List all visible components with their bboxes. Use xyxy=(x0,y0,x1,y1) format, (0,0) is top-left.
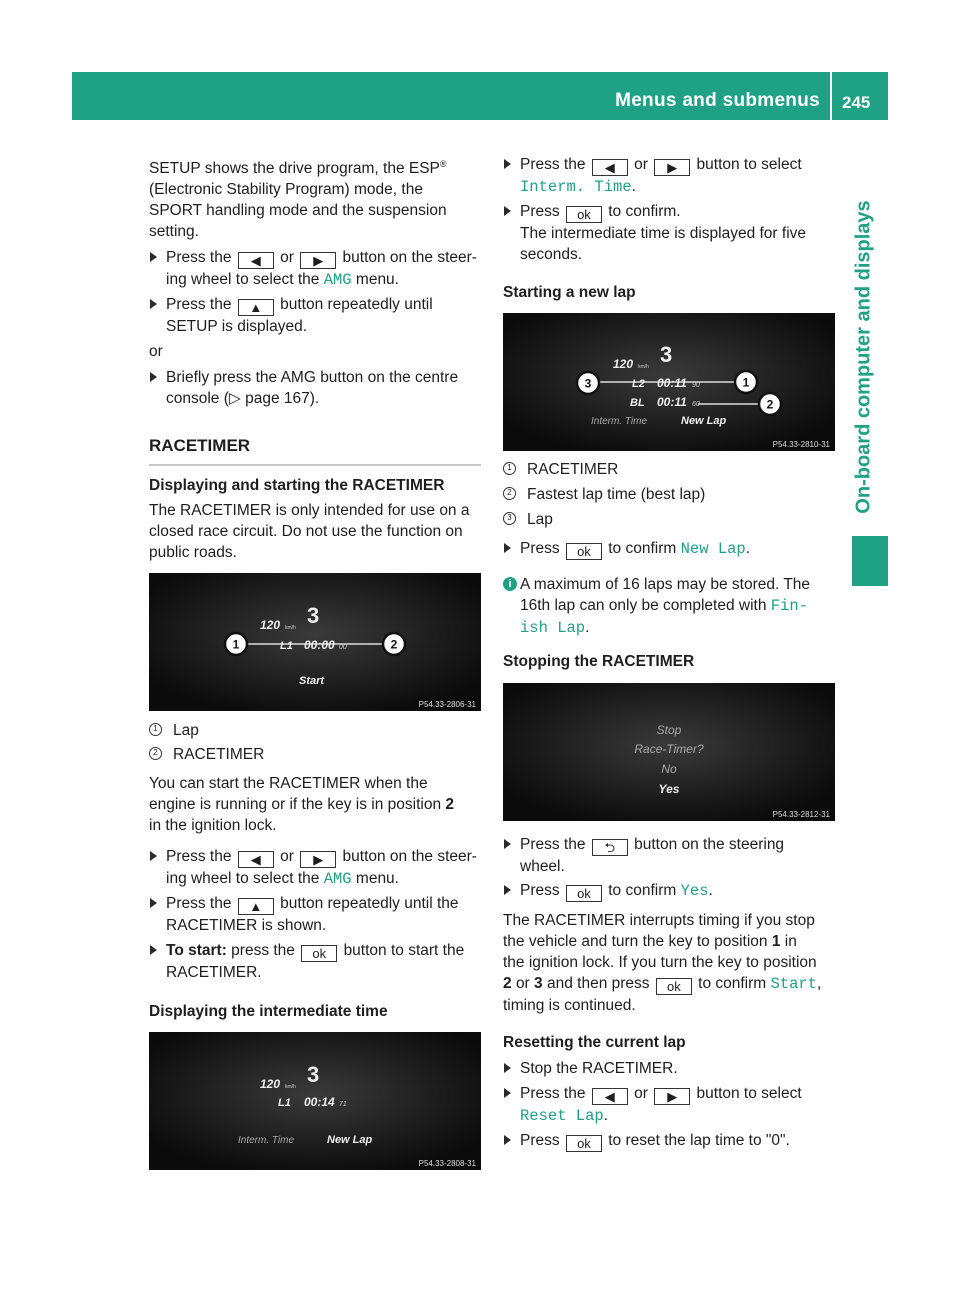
step-select-amg-2: Press the ◀ or ▶ button on the steer- ing wheel to select the AMG menu. xyxy=(149,846,481,890)
step-back-button: Press the ⮌ button on the steering wheel. xyxy=(503,834,835,877)
step-select-interm: Press the ◀ or ▶ button to select Interm. Time. xyxy=(503,154,835,198)
ok-key-icon: ok xyxy=(566,885,602,902)
section-title: Menus and submenus xyxy=(615,90,820,111)
screen1-softkey: Start xyxy=(299,675,325,687)
start-conditions: You can start the RACETIMER when the engine is running or if the key is in position 2 in the ignition lock. xyxy=(149,775,455,834)
screen2-gear: 3 xyxy=(307,1062,320,1087)
svg-text:3: 3 xyxy=(584,376,592,391)
screen3-lap: L2 xyxy=(632,378,645,390)
ok-key-icon: ok xyxy=(566,206,602,223)
intermediate-heading: Displaying the intermediate time xyxy=(149,1003,388,1020)
reset-heading: Resetting the current lap xyxy=(503,1034,686,1051)
screen3-bltime: 00:11 xyxy=(657,395,687,409)
racetimer-warning: The RACETIMER is only intended for use on a closed race circuit. Do not use the function on public roads. xyxy=(149,502,470,561)
screen1-speed: 120 xyxy=(260,618,281,632)
screen2-softkey-2: New Lap xyxy=(327,1134,373,1146)
arrow-left-icon: ◀ xyxy=(238,252,274,269)
display-screen-start xyxy=(149,573,481,711)
finish-lap-option-2: ish Lap xyxy=(520,619,586,637)
amg-menu-name: AMG xyxy=(323,271,352,289)
screen3-unit: km/h xyxy=(638,364,649,370)
arrow-up-icon: ▲ xyxy=(238,898,274,915)
new-lap-heading: Starting a new lap xyxy=(503,284,636,301)
arrow-right-icon: ▶ xyxy=(654,159,690,176)
screen2-code: P54.33-2808-31 xyxy=(418,1159,476,1168)
screen1-ms: 00 xyxy=(339,644,347,651)
display-screen-intermediate xyxy=(149,1032,481,1170)
step-stop-racetimer: Stop the RACETIMER. xyxy=(503,1058,835,1079)
arrow-up-icon: ▲ xyxy=(238,299,274,316)
screen3-time: 00:11 xyxy=(657,376,687,390)
legend-r1: 1 RACETIMER xyxy=(503,459,835,480)
ok-key-icon: ok xyxy=(656,978,692,995)
start-option: Start xyxy=(770,975,818,993)
display-screen-stop xyxy=(503,683,835,821)
step-amg-button: Briefly press the AMG button on the centre console (▷ page 167). xyxy=(149,367,481,409)
interm-time-option: Interm. Time xyxy=(520,178,632,196)
screen2-time: 00:14 xyxy=(304,1095,335,1109)
screen-start-graphic xyxy=(149,573,481,711)
stopping-heading: Stopping the RACETIMER xyxy=(503,653,695,670)
page-header xyxy=(72,72,888,120)
intro-paragraph: SETUP shows the drive program, the ESP® (Electronic Stability Program) mode, the SPORT handling mode and the suspension setting. xyxy=(149,159,447,241)
step-select-reset: Press the ◀ or ▶ button to select Reset Lap. xyxy=(503,1083,835,1127)
screen4-line-2: Race-Timer? xyxy=(634,742,704,756)
screen3-softkey-1: Interm. Time xyxy=(591,416,648,427)
screen2-unit: km/h xyxy=(285,1084,296,1090)
screen3-speed: 120 xyxy=(613,357,634,371)
racetimer-heading: RACETIMER xyxy=(149,435,481,466)
arrow-left-icon: ◀ xyxy=(238,851,274,868)
interrupt-paragraph: The RACETIMER interrupts timing if you stop the vehicle and turn the key to position 1 in the ignition lock. If you turn the key to position 2 or 3 and then press ok to confirm Start, timing is continued. xyxy=(503,912,822,1014)
legend-r3: 3 Lap xyxy=(503,509,835,530)
displaying-heading: Displaying and starting the RACETIMER xyxy=(149,477,445,494)
screen3-softkey-2: New Lap xyxy=(681,415,727,427)
screen4-line-4: Yes xyxy=(658,782,680,796)
side-tab xyxy=(840,165,888,550)
finish-lap-option-1: Fin‐ xyxy=(770,597,808,615)
screen3-bl: BL xyxy=(630,397,645,409)
svg-text:2: 2 xyxy=(390,637,398,652)
new-lap-option: New Lap xyxy=(680,540,746,558)
step-show-racetimer: Press the ▲ button repeatedly until the RACETIMER is shown. xyxy=(149,893,481,936)
svg-text:1: 1 xyxy=(742,375,750,390)
arrow-right-icon: ▶ xyxy=(300,252,336,269)
ok-key-icon: ok xyxy=(566,1135,602,1152)
reset-lap-option: Reset Lap xyxy=(520,1107,604,1125)
ok-key-icon: ok xyxy=(301,945,337,962)
arrow-right-icon: ▶ xyxy=(300,851,336,868)
header-divider xyxy=(830,72,832,120)
arrow-right-icon: ▶ xyxy=(654,1088,690,1105)
screen2-softkey-1: Interm. Time xyxy=(238,1135,295,1146)
step-start: To start: press the ok button to start the RACETIMER. xyxy=(149,940,481,983)
screen2-speed: 120 xyxy=(260,1077,281,1091)
legend-1: 1 Lap xyxy=(149,720,481,741)
screen4-line-1: Stop xyxy=(656,723,682,737)
svg-text:1: 1 xyxy=(232,637,240,652)
svg-text:2: 2 xyxy=(766,397,774,412)
info-note: i A maximum of 16 laps may be stored. The 16th lap can only be completed with Fin‐ ish Lap. xyxy=(503,574,835,639)
side-tab-marker xyxy=(852,536,888,586)
step-confirm-interm: Press ok to confirm. The intermediate time is displayed for five seconds. xyxy=(503,201,835,265)
display-screen-new-lap xyxy=(503,313,835,451)
screen4-code: P54.33-2812-31 xyxy=(772,810,830,819)
info-icon: i xyxy=(503,577,517,591)
back-icon: ⮌ xyxy=(592,839,628,856)
step-confirm-yes: Press ok to confirm Yes. xyxy=(503,880,835,902)
step-select-amg: Press the ◀ or ▶ button on the steer- ing wheel to select the AMG menu. xyxy=(149,247,481,291)
side-tab-label: On-board computer and displays xyxy=(852,200,875,514)
screen-new-lap-graphic xyxy=(503,313,835,451)
screen1-code: P54.33-2806-31 xyxy=(418,700,476,709)
step-setup: Press the ▲ button repeatedly until SETUP is displayed. xyxy=(149,294,481,337)
page-number: 245 xyxy=(842,93,871,112)
screen1-gear: 3 xyxy=(307,603,320,628)
screen2-ms: 71 xyxy=(339,1101,347,1108)
screen3-gear: 3 xyxy=(660,342,673,367)
arrow-left-icon: ◀ xyxy=(592,159,628,176)
legend-2: 2 RACETIMER xyxy=(149,744,481,765)
screen4-line-3: No xyxy=(661,762,677,776)
screen3-blms: 60 xyxy=(692,401,700,408)
step-reset: Press ok to reset the lap time to "0". xyxy=(503,1130,835,1152)
yes-option: Yes xyxy=(680,882,709,900)
page-ref-icon: ▷ xyxy=(228,390,241,407)
screen3-ms: 90 xyxy=(692,382,700,389)
screen-stop-graphic xyxy=(503,683,835,821)
or-text: or xyxy=(149,343,163,360)
amg-menu-name: AMG xyxy=(323,870,352,888)
screen3-code: P54.33-2810-31 xyxy=(772,440,830,449)
screen2-lap: L1 xyxy=(278,1097,291,1109)
screen1-unit: km/h xyxy=(285,625,296,631)
legend-r2: 2 Fastest lap time (best lap) xyxy=(503,484,835,505)
screen1-lap: L1 xyxy=(280,640,293,652)
arrow-left-icon: ◀ xyxy=(592,1088,628,1105)
screen1-time: 00:00 xyxy=(304,638,335,652)
step-confirm-new-lap: Press ok to confirm New Lap. xyxy=(503,538,835,560)
ok-key-icon: ok xyxy=(566,543,602,560)
screen-intermediate-graphic xyxy=(149,1032,481,1170)
